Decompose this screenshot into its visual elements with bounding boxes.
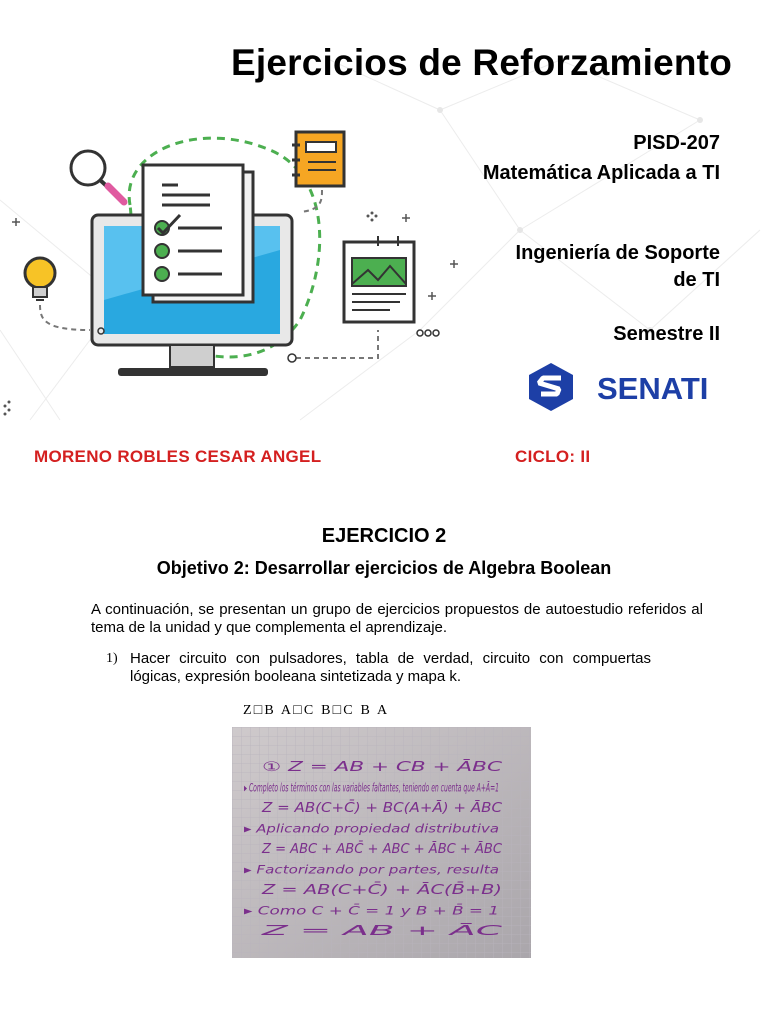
magnifier-icon xyxy=(71,151,124,202)
list-item-text: Hacer circuito con pulsadores, tabla de verdad, circuito con compuertas lógicas, expresión booleana sintetizada y mapa k. xyxy=(130,650,651,685)
checklist-document-icon xyxy=(143,165,253,302)
intro-paragraph: A continuación, se presentan un grupo de ejercicios propuestos de autoestudio referidos al tema de la unidad y que complementa el aprendizaje. xyxy=(91,601,703,636)
list-item-number: 1) xyxy=(106,651,118,666)
senati-logo xyxy=(525,361,725,413)
student-name: MORENO ROBLES CESAR ANGEL xyxy=(34,447,322,466)
handwritten-notes-photo xyxy=(232,727,531,958)
career-line-1: Ingeniería de Soporte xyxy=(515,242,720,264)
handwritten-line: Z = AB(C+C̄) + ĀC(B̄+B) xyxy=(260,883,502,898)
handwritten-line: ▸ Aplicando propiedad distributiva xyxy=(244,821,499,836)
boolean-expression: Z□B A□C B□C B A xyxy=(243,703,390,718)
handwritten-line: Z = AB(C+C̄) + BC(A+Ā) + ĀBC xyxy=(260,801,504,816)
handwritten-line: ▸ Como C + C̄ = 1 y B + B̄ = 1 xyxy=(244,903,499,918)
notebook-icon xyxy=(292,132,344,186)
course-code: PISD-207 xyxy=(633,132,720,154)
course-name: Matemática Aplicada a TI xyxy=(482,162,720,184)
lightbulb-icon xyxy=(25,258,55,300)
semester: Semestre II xyxy=(613,323,720,345)
document-title: Ejercicios de Reforzamiento xyxy=(231,42,732,83)
cycle-label: CICLO: II xyxy=(515,447,591,466)
exercise-objective: Objetivo 2: Desarrollar ejercicios de Algebra Boolean xyxy=(156,558,612,578)
senati-wordmark: SENATI xyxy=(597,371,709,406)
career-line-2: de TI xyxy=(673,269,720,291)
image-document-icon xyxy=(344,236,414,322)
exercise-title: EJERCICIO 2 xyxy=(321,525,447,547)
handwritten-line: Z = AB + ĀC xyxy=(259,924,505,939)
handwritten-line: Z = ABC + ABC̄ + ABC + ĀBC + ĀBC xyxy=(260,842,503,857)
handwritten-line: ▸ Factorizando por partes, resulta xyxy=(244,862,499,877)
handwritten-line: ▸ Completo los términos con las variables faltantes, teniendo en cuenta que A+Ā=1 xyxy=(244,780,499,795)
handwritten-line: ① Z = AB + CB + ĀBC xyxy=(262,760,504,775)
